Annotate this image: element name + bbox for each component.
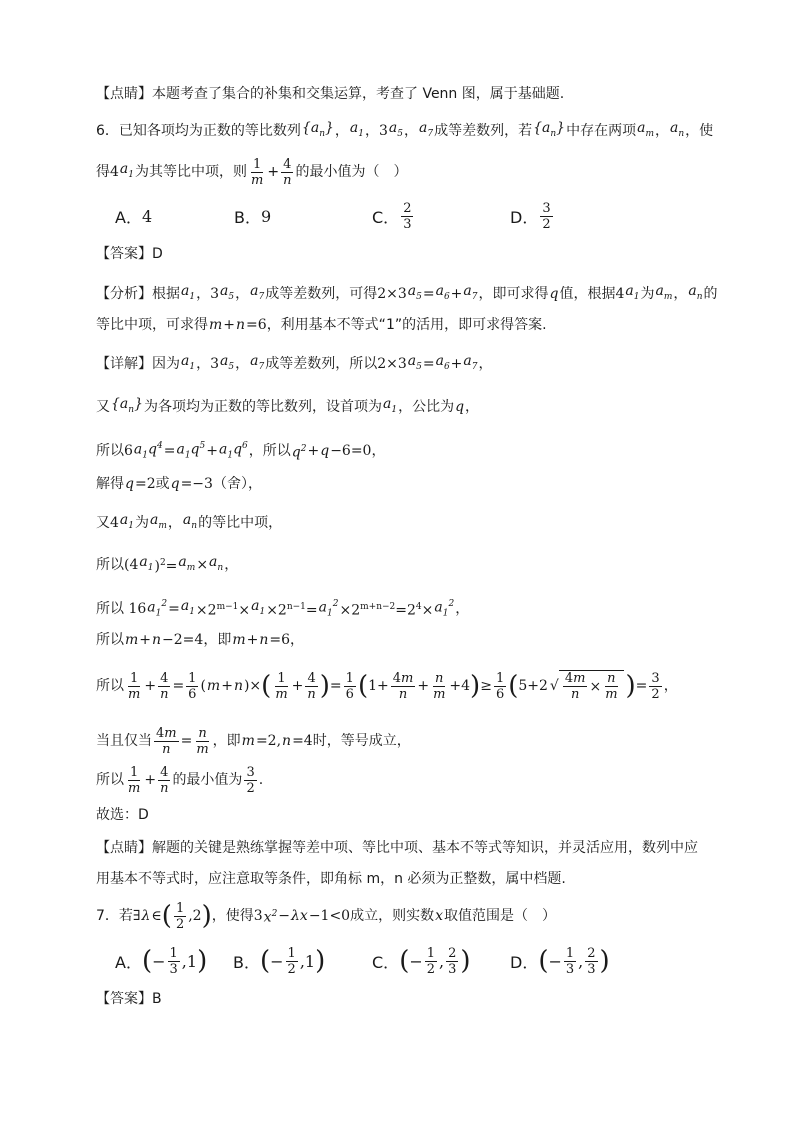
q6-option-d[interactable]: D． $\frac{3}{2}$: [510, 200, 551, 232]
q7-option-c[interactable]: C． ( − $\frac{1}{2}$ , $\frac{2}{3}$ ): [372, 945, 471, 977]
q6-detail-line5: 又 4 $a_1$ 为 $a_m$ ， $a_n$ 的等比中项，: [96, 512, 283, 531]
q6-detail-line10: 当且仅当 $\frac{4m}{n}$ = $\frac{n}{m}$ ，即 m =2, n =4 时，等号成立，: [96, 725, 411, 757]
q6-detail-line3: 所以 6 $a_1q^4$ = $a_1q^5$ + $a_1q^6$ ，所以 $q^2$ + q −6=0 ，: [96, 441, 386, 461]
q6-option-a[interactable]: A． 4: [115, 206, 153, 227]
tip-tag: 【点睛】: [96, 86, 152, 102]
q6-detail-line11: 所以 $\frac{1}{m}$ + $\frac{4}{n}$ 的最小值为 $\frac{3}{2}$ .: [96, 764, 264, 796]
q7-option-a[interactable]: A． ( − $\frac{1}{3}$ ,1 ): [115, 945, 208, 977]
q6-detail-line1: 【详解】 因为 $a_1$ ， 3 $a_5$ ， $a_7$ 成等差数列，所以 2×3 $a_5$ = $a_6$ + $a_7$ ，: [96, 353, 493, 372]
q6-option-b[interactable]: B． 9: [234, 206, 272, 227]
q7-option-d[interactable]: D． ( − $\frac{1}{3}$ , $\frac{2}{3}$ ): [510, 945, 610, 977]
q6-detail-line2: 又 $\{a_n\}$ 为各项均为正数的等比数列，设首项为 $a_1$ ，公比为 q ，: [96, 396, 480, 415]
tip-line: [96, 84, 704, 104]
q7-number: 7．: [96, 908, 119, 924]
q6-stem-line1: 6． 已知各项均为正数的等比数列 $\{a_n\}$ ， $a_1$ ， 3 $a_5$ ， $a_7$ 成等差数列，若 $\{a_n\}$ 中存在两项 $a_m$ ， $a_n$ ，使: [96, 120, 714, 139]
q6-detail-line9: 所以 $\frac{1}{m}$ + $\frac{4}{n}$ = $\frac{1}{6}$ ( m + n )× ( $\frac{1}{m}$ + $\frac{4}{n}$ ) = $\frac{1}{6}$ ( 1+ $\frac{4m}{n}$ + $\frac{n}{m}$ +4 ) ≥ $\frac{1}{6}$ ( 5+2 √ $\frac{4m}{n}$ × $\frac{n}{m}$ ) = $\frac{3}{2}$ ，: [96, 670, 678, 702]
q6-number: 6．: [96, 122, 119, 139]
q6-detail-line6: 所以 (4 $a_1$ )$^2$= $a_m$ × $a_n$ ，: [96, 554, 239, 575]
q7-option-b[interactable]: B． ( − $\frac{1}{2}$ ,1 ): [233, 945, 326, 977]
tip-text: 本题考查了集合的补集和交集运算，考查了 Venn 图，属于基础题.: [152, 86, 565, 102]
q6-analysis-line1: 【分析】 根据 $a_1$ ， 3 $a_5$ ， $a_7$ 成等差数列，可得 2×3 $a_5$ = $a_6$ + $a_7$ ，即可求得 q 值，根据 4 $a_1$ 为 $a_m$ ， $a_n$ 的: [96, 283, 718, 302]
q6-option-c[interactable]: C． $\frac{2}{3}$: [372, 200, 412, 232]
q6-analysis-line2: 等比中项，可求得 m + n =6 ，利用基本不等式“1”的活用，即可求得答案.: [96, 317, 547, 333]
q6-stem-line2: 得 4 $a_1$ 为其等比中项，则 $\frac{1}{m}$ + $\frac{4}{n}$ 的最小值为（ ）: [96, 156, 408, 188]
q6-tip-line2: 用基本不等式时，应注意取等条件，即角标 m，n 必须为正整数，属中档题.: [96, 871, 566, 887]
q6-choose: 故选：D: [96, 807, 149, 823]
q7-stem: 7． 若 ∃ λ ∈ ( $\frac{1}{2}$ ,2 ) ，使得 3 $x^2$ − λx −1<0 成立，则实数 x 取值范围是（ ）: [96, 900, 556, 932]
q7-answer: 【答案】 B: [96, 991, 162, 1007]
q6-answer: 【答案】 D: [96, 246, 163, 262]
q6-detail-line8: 所以 m + n −2=4 ，即 m + n =6 ，: [96, 632, 305, 648]
q6-tip-line1: 【点睛】 解题的关键是熟练掌握等差中项、等比中项、基本不等式等知识，并灵活应用，数列中应: [96, 840, 698, 856]
q6-detail-line4: 解得 q =2 或 q =−3 （舍），: [96, 476, 262, 492]
q6-detail-line7: 所以 16 $a_1^2$ = $a_1$ $\times 2^{m-1}\times$ $a_1$ $\times 2^{n-1}=$ $a_1^2$ $\times 2^{m+n-2}=2^4\times$ $a_1^2$ ，: [96, 597, 470, 619]
